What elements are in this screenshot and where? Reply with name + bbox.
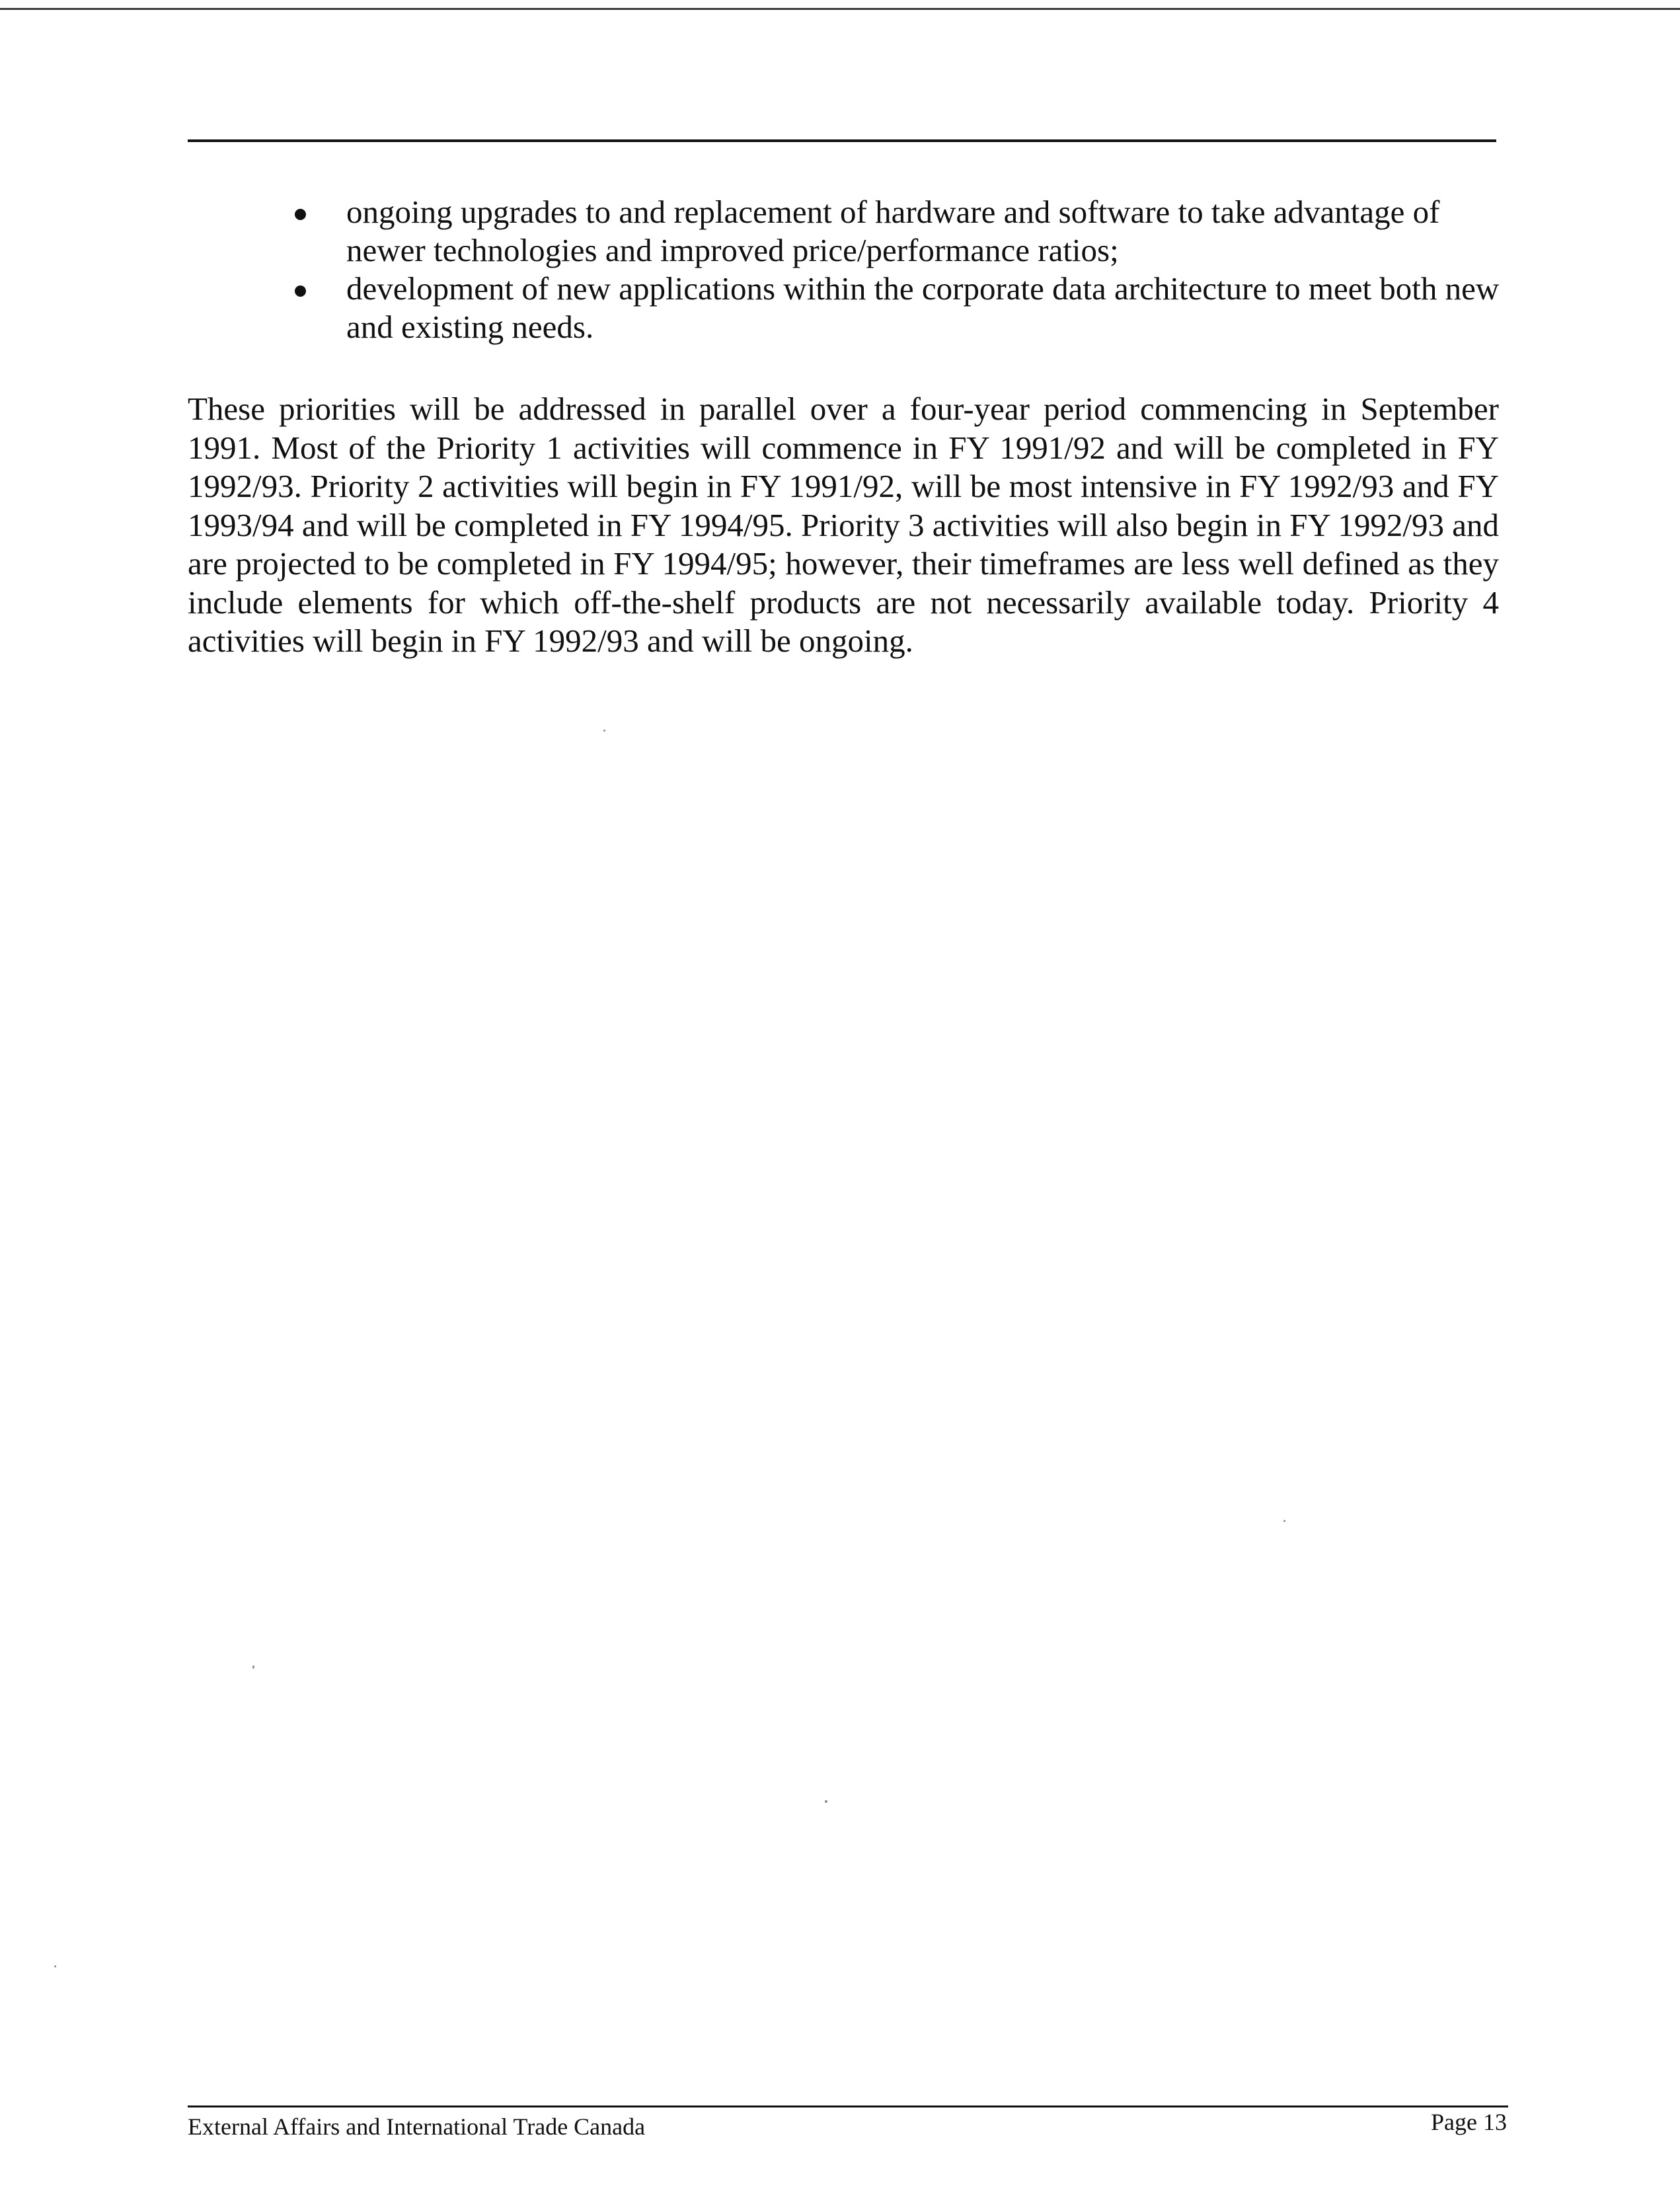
header-rule	[188, 139, 1496, 142]
list-item-text: development of new applications within the corporate data architecture to meet both new and existing needs.	[346, 270, 1500, 345]
scan-speck	[252, 1665, 254, 1669]
bullet-list	[291, 193, 1500, 346]
bullet-icon	[295, 285, 306, 297]
bullet-icon	[295, 209, 306, 220]
scan-speck	[54, 1965, 56, 1967]
scan-speck	[825, 1800, 827, 1803]
scan-speck	[603, 730, 605, 732]
scan-speck	[1283, 1520, 1285, 1522]
scan-edge-line	[0, 8, 1680, 10]
footer-organization: External Affairs and International Trade Canada	[188, 2113, 646, 2140]
page-number: Page 13	[1431, 2109, 1507, 2135]
body-paragraph: These priorities will be addressed in parallel over a four-year period commencing in September 1991. Most of the Priority 1 activities will commence in FY 1991/92 and will be completed in FY 1992/93. Priority 2 activities will begin in FY 1991/92, will be most intensive in FY 1992/93 and FY 1993/94 and will be completed in FY 1994/95. Priority 3 activities will also begin in FY 1992/93 and are projected to be completed in FY 1994/95; however, their timeframes are less well defined as they include elements for which off-the-shelf products are not necessarily available today. Priority 4 activities will begin in FY 1992/93 and will be ongoing.	[188, 391, 1499, 659]
list-item-text: ongoing upgrades to and replacement of hardware and software to take advantage of newer technologies and improved price/performance ratios;	[346, 194, 1440, 268]
list-item	[291, 193, 1500, 270]
footer-rule	[188, 2105, 1508, 2107]
list-item	[291, 270, 1500, 346]
